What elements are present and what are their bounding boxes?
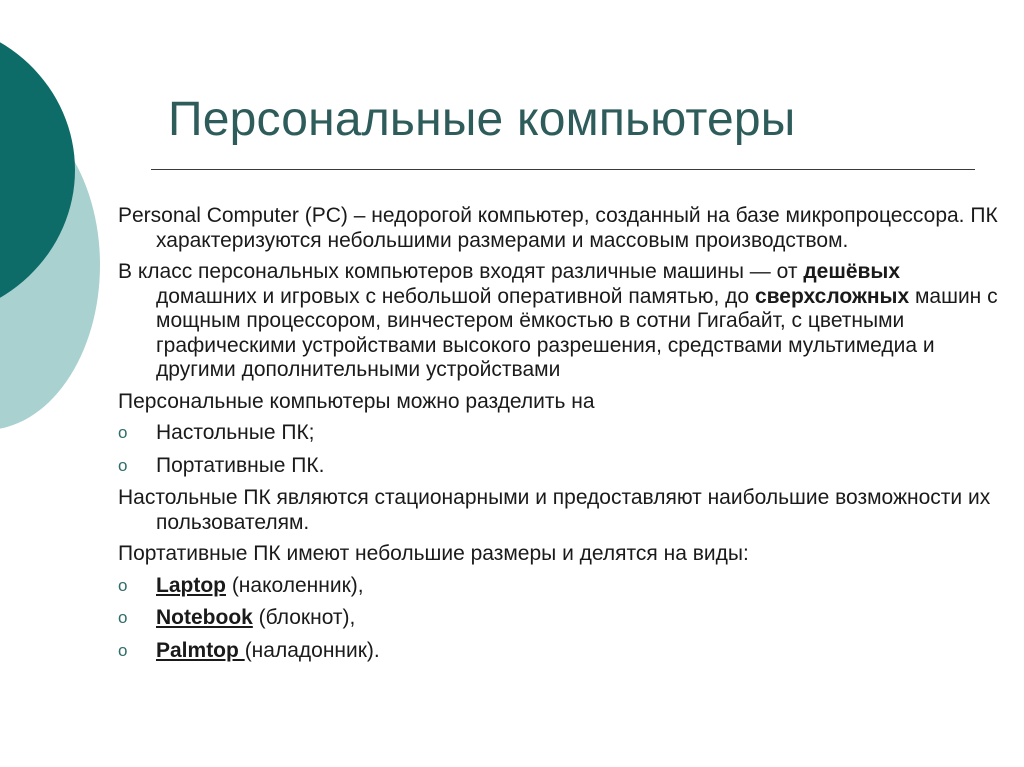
list-item-label: Настольные ПК;: [156, 421, 315, 444]
bullet-circle-icon: o: [118, 423, 128, 442]
link-notebook[interactable]: Notebook: [156, 606, 253, 629]
bullet-circle-icon: o: [118, 640, 128, 660]
emphasis-cheap: дешёвых: [803, 260, 901, 283]
emphasis-supercomplex: сверхсложных: [754, 284, 910, 308]
bullet-circle-icon: o: [118, 455, 128, 475]
list-item-label: Портативные ПК.: [156, 453, 325, 477]
list-item-description: (наладонник).: [244, 638, 380, 662]
title-underline: [151, 169, 975, 170]
paragraph-pc-class: [118, 260, 998, 383]
paragraph-portable: Портативные ПК имеют небольшие размеры и делятся на виды:: [118, 542, 749, 565]
slide-title: Персональные компьютеры: [168, 93, 796, 146]
list-item: [118, 606, 998, 631]
list-item: [118, 639, 998, 664]
text-segment: домашних и игровых с небольшой оперативной памятью, до: [156, 284, 755, 308]
link-laptop[interactable]: Laptop: [156, 573, 226, 597]
paragraph-pc-division: Персональные компьютеры можно разделить на: [118, 389, 595, 413]
list-item: [118, 574, 998, 599]
link-palmtop[interactable]: Palmtop: [156, 638, 245, 662]
paragraph-pc-definition: Personal Computer (PC) – недорогой компьютер, созданный на базе микропроцессора. ПК характеризуются небольшими размерами и массовым производством.: [118, 204, 998, 252]
bullet-circle-icon: o: [118, 575, 128, 595]
list-item: [118, 421, 998, 446]
text-segment: В класс персональных компьютеров входят различные машины — от: [118, 260, 804, 283]
text-segment: машин с мощным процессором, винчестером ёмкостью в сотни Гигабайт, с цветными графическими устройствами высокого разрешения, средствами мультимедиа и другими дополнительными устройствами: [156, 284, 998, 381]
paragraph-desktop: Настольные ПК являются стационарными и предоставляют наибольшие возможности их пользователям.: [118, 486, 991, 534]
bullet-circle-icon: o: [118, 608, 128, 627]
list-item-description: (блокнот),: [252, 606, 356, 629]
slide-body: [118, 204, 998, 671]
list-item: [118, 454, 998, 479]
list-item-description: (наколенник),: [225, 573, 364, 597]
